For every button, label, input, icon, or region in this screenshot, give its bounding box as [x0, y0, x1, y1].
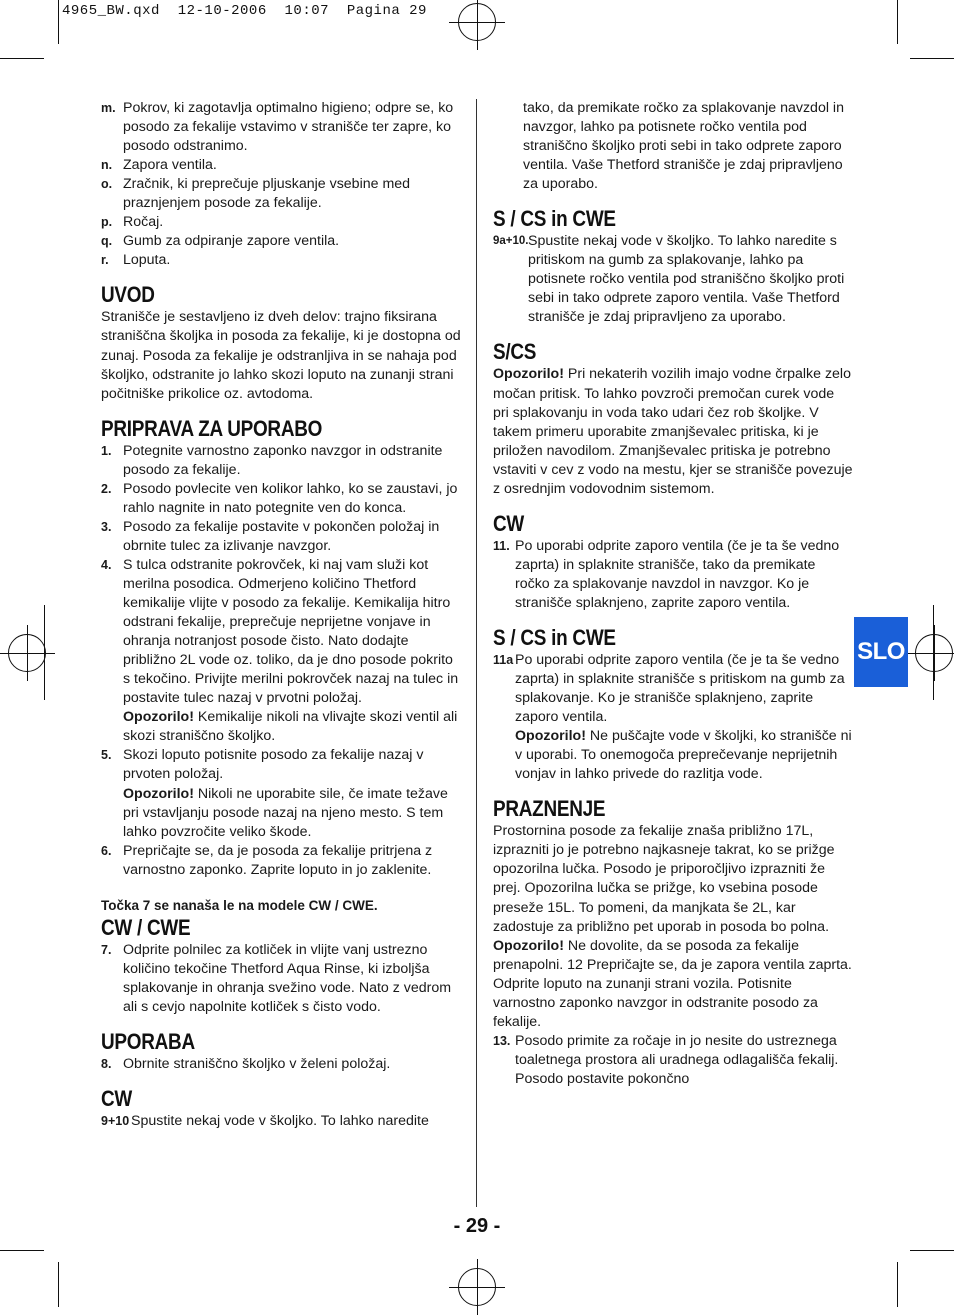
registration-mark-icon: [458, 1268, 496, 1306]
registration-mark-icon: [8, 634, 46, 672]
file-header: 4965_BW.qxd 12-10-2006 10:07 Pagina 29: [62, 3, 427, 19]
list-item: 9a+10. Spustite nekaj vode v školjko. To lahko naredite s pritiskom na gumb za splakovanje, lahko pa potisnete ročko ventila pod straniščno školjko proti sebi in tako odprete zaporo ventila. Vaše Thetford stranišče je zdaj pripravljeno za uporabo.: [493, 233, 845, 326]
list-item: o. Zračnik, ki preprečuje pljuskanje vsebine med praznjenjem posode za fekalije.: [101, 176, 411, 212]
paragraph: Stranišče je sestavljeno iz dveh delov: trajno fiksirana straniščna školjka in posoda za fekalije, ki je dostopna od zunaj. Posoda za fekalije je odstranljiva in se nahaja pod školjko, odstranite jo lahko skozi loputo na zunanji strani počitniške prikolice oz. avtodoma.: [101, 309, 461, 402]
crop-mark: [897, 1262, 898, 1307]
list-item: 11a Po uporabi odprite zaporo ventila (če je ta še vedno zaprta) in splaknite stranišče s pritiskom na gumb za splakovanje. Ko je stranišče splaknjeno, zaprite zaporo ventila. Opozorilo! Ne puščajte vode v školjki, ko stranišče ni v uporabi. To onemogoča preprečevanje neprijetnih vonjav in lahko privede do razlitja vode.: [493, 651, 852, 783]
section-title: S / CS in CWE: [493, 206, 616, 232]
list-item: p. Ročaj.: [101, 214, 164, 231]
crop-mark: [933, 605, 934, 700]
warning-label: Opozorilo!: [123, 785, 194, 802]
crop-mark: [58, 0, 59, 44]
warning-label: Opozorilo!: [515, 728, 586, 745]
crop-mark: [58, 1262, 59, 1307]
list-item: 3. Posodo za fekalije postavite v pokončen položaj in obrnite tulec za izlivanje navzgor.: [101, 518, 440, 554]
list-item: 13. Posodo primite za ročaje in jo nesite do ustreznega toaletnega prostora ali uradnega odlagališča fekalij. Posodo postavite pokončno: [493, 1032, 839, 1087]
list-item: 1. Potegnite varnostno zaponko navzgor in odstranite posodo za fekalije.: [101, 442, 443, 478]
list-item: n. Zapora ventila.: [101, 157, 217, 174]
paragraph: Prostornina posode za fekalije znaša približno 17L, izprazniti jo je potrebno najkasneje takrat, ko se prižge opozorilna lučka. Posodo je priporočljivo izprazniti že prej. Opozorilna lučka se prižge, ko vsebina posode preseže 15L. To pomeni, da manjkata še 2L, kar zadostuje za približno pet uporab in posoda bo polna.: [493, 823, 835, 935]
list-item: m. Pokrov, ki zagotavlja optimalno higieno; odpre se, ko posodo za fekalije vstavimo v stranišče ter zapre, ko posodo odstranimo.: [101, 100, 454, 155]
crop-mark: [44, 605, 45, 700]
crop-mark: [897, 0, 898, 44]
right-column: [493, 99, 853, 1089]
model-note: Točka 7 se nanaša le na modele CW / CWE.: [101, 897, 378, 913]
warning-label: Opozorilo!: [493, 937, 564, 954]
list-item: 11. Po uporabi odprite zaporo ventila (če je ta še vedno zaprta) in splaknite stranišče, tako da premikate ročko za splakovanje navzdol in navzgor. Ko je stranišče splaknjeno, zaprite zaporo ventila.: [493, 537, 840, 611]
section-title: CW: [493, 510, 525, 536]
warning-label: Opozorilo!: [493, 366, 564, 383]
left-column: [101, 99, 461, 1131]
crop-mark: [910, 58, 954, 59]
list-item: 5. Skozi loputo potisnite posodo za fekalije nazaj v prvoten položaj. Opozorilo! Nikoli ne uporabite sile, če imate težave pri vstavljanju posode nazaj na njeno mesto. S tem lahko povzročite veliko škode.: [101, 747, 448, 840]
section-title: UPORABA: [101, 1028, 195, 1054]
crop-mark: [0, 58, 44, 59]
section-title: S/CS: [493, 339, 537, 365]
list-item: 2. Posodo povlecite ven kolikor lahko, ko se zaustavi, jo rahlo nagnite in nato potegnite ven do konca.: [101, 480, 458, 516]
paragraph: Opozorilo! Ne dovolite, da se posoda za fekalije prenapolni. 12 Prepričajte se, da je zapora ventila zaprta. Odprite loputo na zunanji strani vozila. Potisnite varnostno zaponko navzgor in odstranite posodo za fekalije.: [493, 937, 852, 1030]
section-title: PRAZNENJE: [493, 796, 606, 822]
list-item: r. Loputa.: [101, 252, 171, 269]
language-tab: SLO: [854, 617, 908, 687]
section-title: CW / CWE: [101, 914, 191, 940]
section-title: PRIPRAVA ZA UPORABO: [101, 415, 323, 441]
list-item: 8. Obrnite straniščno školjko v želeni položaj.: [101, 1055, 391, 1072]
section-title: UVOD: [101, 282, 155, 308]
section-title: S / CS in CWE: [493, 624, 616, 650]
registration-mark-icon: [458, 3, 496, 41]
list-item: 4. S tulca odstranite pokrovček, ki naj vam služi kot merilna posodica. Odmerjeno količino Thetford kemikalije vlijte v posodo za fekalije. Kemikalija hitro odstrani fekalije, preprečuje neprijetne vonjave in ohranja notranjost posode čisto. Nato dodajte približno 2L vode oz. toliko, da je dno posode pokrito s tekočino. Privijte merilni pokrovček nazaj na tulec in postavite tulec nazaj v prvotni položaj. Opozorilo! Kemikalije nikoli na vlivajte skozi ventil ali skozi straniščno školjko.: [101, 556, 459, 745]
section-title: CW: [101, 1086, 133, 1112]
warning-label: Opozorilo!: [123, 709, 194, 726]
paragraph: Opozorilo! Pri nekaterih vozilih imajo vodne črpalke zelo močan pritisk. To lahko povzroči premočan curek vode pri splakovanju in voda tako udari čez rob školjke. V takem primeru uporabite zmanjševalec pritiska, ki je priložen navodilom. Zmanjševalec pritiska je potrebno vstaviti v cev z vodo na mestu, kjer se stranišče povezuje z osrednjim vodovodnim sistemom.: [493, 366, 853, 497]
list-item: q. Gumb za odpiranje zapore ventila.: [101, 233, 340, 250]
crop-mark: [910, 1250, 954, 1251]
column-divider: [476, 99, 477, 1207]
registration-mark-icon: [915, 634, 953, 672]
list-item: 9+10 Spustite nekaj vode v školjko. To lahko naredite: [101, 1113, 429, 1130]
list-item: 7. Odprite polnilec za kotliček in vlijte vanj ustrezno količino tekočine Thetford Aqua Rinse, ki izboljša splakovanje in ohranja svežino vode. Nato z vedrom ali s cevjo napolnite kotliček s čisto vodo.: [101, 941, 452, 1015]
crop-mark: [0, 1250, 44, 1251]
page-number: - 29 -: [453, 1215, 501, 1237]
paragraph: tako, da premikate ročko za splakovanje navzdol in navzgor, lahko pa potisnete ročko ventila pod straniščno školjko proti sebi in tako odprete zaporo ventila. Vaše Thetford stranišče je zdaj pripravljeno za uporabo.: [523, 100, 844, 193]
list-item: 6. Prepričajte se, da je posoda za fekalije pritrjena z varnostno zaponko. Zaprite loputo in jo zaklenite.: [101, 842, 433, 878]
